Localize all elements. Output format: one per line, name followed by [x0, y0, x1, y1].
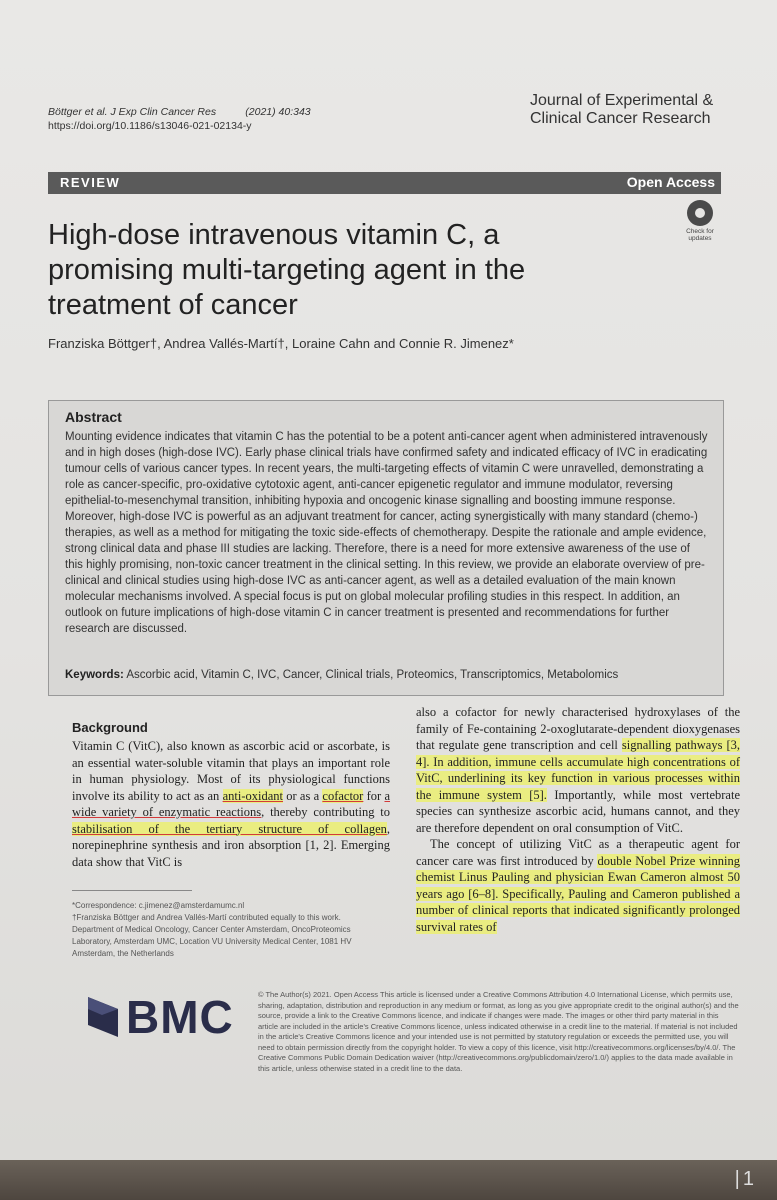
article-type-banner: [48, 172, 721, 194]
highlighted-text: signalling pathways [3, 4]. In addition, immune cells accumulate high concentrations of VitC, underlining its key function in various processes within the immune system [5].: [416, 738, 740, 802]
text-run: for: [363, 788, 385, 803]
keywords-values: Ascorbic acid, Vitamin C, IVC, Cancer, Clinical trials, Proteomics, Transcriptomics, Metabolomics: [126, 669, 619, 681]
journal-line-1: Journal of Experimental &: [530, 92, 714, 109]
doi-link[interactable]: https://doi.org/10.1186/s13046-021-02134-y: [48, 120, 252, 132]
body-column-right: [416, 704, 740, 935]
check-updates-text: Check for updates: [686, 228, 714, 242]
footnote-divider: [72, 890, 192, 891]
check-updates-icon: [687, 200, 713, 226]
body-column-left: [72, 738, 390, 870]
text-run: , norepinephrine synthesis and iron absorption [1, 2]. Emerging data show that VitC is: [72, 821, 390, 869]
journal-line-2: Clinical Cancer Research: [530, 110, 711, 127]
affiliation-note: Department of Medical Oncology, Cancer Center Amsterdam, OncoProteomics Laboratory, Amsterdam UMC, Location VU University Medical Center, 1081 HV Amsterdam, the Netherlands: [72, 925, 352, 958]
journal-name: [530, 92, 713, 128]
highlighted-text: double Nobel Prize winning chemist Linus Pauling and physician Ewan Cameron almost 50 years ago [6–8]. Specifically, Pauling and Cameron published a number of clinical reports that indicated significantly prolonged survival rates of: [416, 853, 740, 934]
highlighted-text: anti-oxidant: [222, 788, 283, 803]
article-title: High-dose intravenous vitamin C, a promising multi-targeting agent in the treatment of cancer: [48, 219, 526, 321]
author-list: Franziska Böttger†, Andrea Vallés-Martí†, Loraine Cahn and Connie R. Jimenez*: [48, 336, 514, 351]
underlined-text: a wide variety of enzymatic reactions: [72, 788, 391, 819]
check-for-updates-badge[interactable]: [680, 200, 720, 242]
text-run: or as a: [282, 788, 323, 803]
keywords-line: [65, 669, 618, 681]
citation-year: (2021) 40:343: [245, 106, 311, 118]
keywords-label: Keywords:: [65, 669, 124, 681]
bmc-mark-icon: [88, 997, 118, 1037]
footnotes: [72, 900, 382, 960]
highlighted-text: cofactor: [322, 788, 364, 803]
page-edge-shadow: [0, 1160, 777, 1200]
citation-authors: Böttger et al. J Exp Clin Cancer Res: [48, 106, 217, 118]
license-text: © The Author(s) 2021. Open Access This article is licensed under a Creative Commons Attribution 4.0 International License, which permits use, sharing, adaptation, distribution and reproduction in any medium or format, as long as you give appropriate credit to the original author(s) and the source, provide a link to the Creative Commons licence, and indicate if changes were made. The images or other third party material in this article are included in the article's Creative Commons licence, unless indicated otherwise in a credit line to the material. If material is not included in the article's Creative Commons licence and your intended use is not permitted by statutory regulation or exceeds the permitted use, you will need to obtain permission directly from the copyright holder. To view a copy of this licence, visit http://creativecommons.org/licenses/by/4.0/. The Creative Commons Public Domain Dedication waiver (http://creativecommons.org/publicdomain/zero/1.0/) applies to the data made available in this article, unless otherwise stated in a credit line to the data.: [258, 990, 739, 1073]
text-run: also a cofactor for newly characterised hydroxylases of the family of Fe-containing 2-oxoglutarate-dependent dioxygenases that regulate gene transcription and cell: [416, 705, 740, 752]
correspondence-email[interactable]: *Correspondence: c.jimenez@amsterdamumc.nl: [72, 901, 245, 910]
open-access-label: Open Access: [626, 174, 715, 190]
text-run: , thereby contributing to: [261, 805, 390, 819]
review-label: REVIEW: [60, 175, 121, 190]
equal-contribution-note: †Franziska Böttger and Andrea Vallés-Martí contributed equally to this work.: [72, 913, 341, 922]
citation-block: [48, 105, 311, 133]
abstract-box: [48, 400, 724, 696]
abstract-heading: Abstract: [65, 409, 122, 425]
background-heading: Background: [72, 720, 148, 735]
highlighted-text: stabilisation of the tertiary structure of collagen: [72, 821, 387, 836]
bmc-logo: [88, 990, 234, 1044]
text-run: Vitamin C (VitC), also known as ascorbic acid or ascorbate, is an essential water-soluble vitamin that plays an important role in human physiology. Most of its physiological functions involve its ability to act as an: [72, 739, 390, 803]
text-run: Importantly, while most vertebrate species can synthesize ascorbic acid, humans cannot, and they are therefore dependent on oral consumption of VitC.: [416, 787, 740, 835]
abstract-text: Mounting evidence indicates that vitamin C has the potential to be a potent anti-cancer agent when administered intravenously and in high doses (high-dose IVC). Early phase clinical trials have confirmed safety and indicated efficacy of IVC in eradicating tumour cells of various cancer types. In recent years, the multi-targeting effects of vitamin C were unravelled, demonstrating a role as cancer-specific, pro-oxidative cytotoxic agent, anti-cancer epigenetic regulator and immune modulator, reversing epithelial-to-mesenchymal transition, inhibiting hypoxia and oncogenic kinase signalling and boosting immune response. Moreover, high-dose IVC is powerful as an adjuvant treatment for cancer, acting synergistically with many standard (chemo-) therapies, as well as a method for mitigating the toxic side-effects of chemotherapy. Despite the rationale and ample evidence, strong clinical data and phase III studies are lacking. Therefore, there is a need for more extensive awareness of the use of this highly promising, non-toxic cancer treatment in the clinical setting. In this review, we provide an elaborate overview of pre-clinical and clinical studies using high-dose IVC as anti-cancer agent, as well as a detailed evaluation of the main known molecular mechanisms involved. A special focus is put on global molecular profiling studies in this respect. In addition, an outlook on future implications of high-dose vitamin C in cancer treatment is presented and recommendations for further research are discussed.: [65, 431, 708, 635]
page-marker: |1: [734, 1168, 757, 1190]
bmc-wordmark: BMC: [126, 991, 234, 1043]
text-run: The concept of utilizing VitC as a therapeutic agent for cancer care was first introduced by: [416, 837, 740, 868]
